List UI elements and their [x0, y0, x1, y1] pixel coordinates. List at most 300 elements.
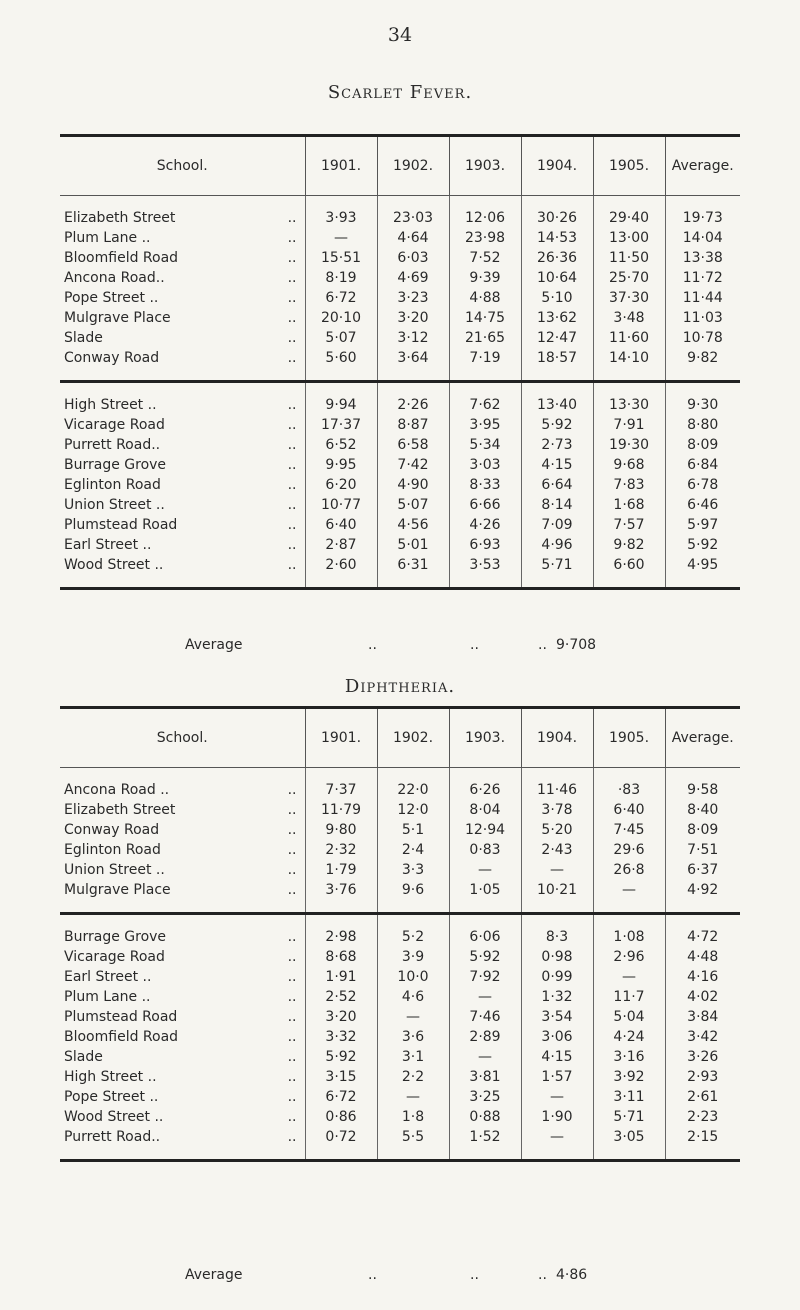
- rate-cell: 8·04: [449, 800, 521, 820]
- rate-cell: 5·01: [377, 535, 449, 555]
- school-name: Purrett Road..: [64, 1129, 161, 1145]
- rate-cell: 4·15: [521, 1047, 593, 1067]
- table-row: [60, 248, 740, 268]
- rate-cell: 13·00: [593, 228, 665, 248]
- school-cell: [60, 535, 305, 555]
- rate-cell: —: [449, 860, 521, 880]
- rate-cell: 14·75: [449, 308, 521, 328]
- table-row: [60, 987, 740, 1007]
- school-cell: [60, 840, 305, 860]
- school-cell: [60, 288, 305, 308]
- rate-cell: 3·20: [305, 1007, 377, 1027]
- rate-cell: 3·93: [305, 208, 377, 228]
- leader-dots: ..: [538, 637, 547, 653]
- school-name: Bloomfield Road: [64, 1029, 179, 1045]
- rate-cell: 9·68: [593, 455, 665, 475]
- rate-cell: 8·14: [521, 495, 593, 515]
- rate-cell: 5·07: [305, 328, 377, 348]
- rate-cell: 11·46: [521, 780, 593, 800]
- rate-cell: 7·42: [377, 455, 449, 475]
- column-header: 1905.: [593, 708, 665, 768]
- rate-cell: 4·64: [377, 228, 449, 248]
- rate-cell: 2·60: [305, 555, 377, 575]
- table-row: [60, 348, 740, 368]
- leader-dots: ..: [287, 782, 297, 798]
- rate-cell: 7·92: [449, 967, 521, 987]
- rate-cell: 9·80: [305, 820, 377, 840]
- school-name: Conway Road: [64, 822, 160, 838]
- leader-dots: ..: [287, 330, 297, 346]
- table-row: [60, 840, 740, 860]
- table-row: [60, 308, 740, 328]
- rate-cell: 4·69: [377, 268, 449, 288]
- table-row: [60, 268, 740, 288]
- rate-cell: 5·92: [305, 1047, 377, 1067]
- table-row: [60, 1087, 740, 1107]
- table-row: [60, 208, 740, 228]
- rate-cell: 11·7: [593, 987, 665, 1007]
- rate-cell: 5·5: [377, 1127, 449, 1147]
- school-name: Slade: [64, 330, 103, 346]
- leader-dots: ..: [287, 822, 297, 838]
- rate-cell: 3·05: [593, 1127, 665, 1147]
- school-cell: [60, 860, 305, 880]
- rate-cell: 14·10: [593, 348, 665, 368]
- school-name: Elizabeth Street: [64, 210, 176, 226]
- average-cell: 11·03: [665, 308, 740, 328]
- school-cell: [60, 435, 305, 455]
- rate-cell: 7·83: [593, 475, 665, 495]
- leader-dots: ..: [287, 1069, 297, 1085]
- rate-cell: 6·31: [377, 555, 449, 575]
- rate-cell: 3·1: [377, 1047, 449, 1067]
- rate-cell: 5·20: [521, 820, 593, 840]
- header-row: [60, 708, 740, 768]
- school-cell: [60, 395, 305, 415]
- average-cell: 2·61: [665, 1087, 740, 1107]
- average-cell: 4·92: [665, 880, 740, 900]
- average-cell: 6·84: [665, 455, 740, 475]
- table-row: [60, 288, 740, 308]
- rate-cell: 5·10: [521, 288, 593, 308]
- rate-cell: 4·26: [449, 515, 521, 535]
- table-row: [60, 555, 740, 575]
- column-header: 1901.: [305, 136, 377, 196]
- table-row: [60, 328, 740, 348]
- rate-cell: 5·71: [521, 555, 593, 575]
- rate-cell: 6·40: [305, 515, 377, 535]
- school-cell: [60, 967, 305, 987]
- column-header: 1904.: [521, 708, 593, 768]
- rate-cell: —: [521, 1087, 593, 1107]
- rate-cell: —: [377, 1087, 449, 1107]
- rate-cell: 3·06: [521, 1027, 593, 1047]
- leader-dots: ..: [368, 1267, 377, 1283]
- page-number: 34: [387, 24, 413, 46]
- school-cell: [60, 820, 305, 840]
- leader-dots: ..: [287, 557, 297, 573]
- spacer-row: [60, 196, 740, 209]
- column-header: 1901.: [305, 708, 377, 768]
- rate-cell: 3·9: [377, 947, 449, 967]
- leader-dots: ..: [287, 842, 297, 858]
- average-cell: 6·46: [665, 495, 740, 515]
- rate-cell: 22·0: [377, 780, 449, 800]
- rate-cell: 7·57: [593, 515, 665, 535]
- rate-cell: 12·47: [521, 328, 593, 348]
- table-row: [60, 1107, 740, 1127]
- rate-cell: 6·20: [305, 475, 377, 495]
- average-cell: 8·09: [665, 820, 740, 840]
- average-cell: 9·30: [665, 395, 740, 415]
- rate-cell: 20·10: [305, 308, 377, 328]
- rate-cell: 6·93: [449, 535, 521, 555]
- rate-cell: 5·60: [305, 348, 377, 368]
- rate-cell: 5·92: [449, 947, 521, 967]
- leader-dots: ..: [287, 802, 297, 818]
- spacer-row: [60, 900, 740, 914]
- rate-cell: —: [449, 987, 521, 1007]
- school-name: Ancona Road..: [64, 270, 165, 286]
- rate-cell: 2·96: [593, 947, 665, 967]
- leader-dots: ..: [287, 989, 297, 1005]
- leader-dots: ..: [538, 1267, 547, 1283]
- rate-cell: 3·12: [377, 328, 449, 348]
- spacer-row: [60, 915, 740, 927]
- rate-cell: —: [593, 880, 665, 900]
- school-name: Vicarage Road: [64, 417, 165, 433]
- leader-dots: ..: [287, 230, 297, 246]
- average-cell: 3·42: [665, 1027, 740, 1047]
- rate-cell: 6·26: [449, 780, 521, 800]
- average-cell: 13·38: [665, 248, 740, 268]
- school-cell: [60, 880, 305, 900]
- school-cell: [60, 308, 305, 328]
- leader-dots: ..: [287, 310, 297, 326]
- rate-cell: 1·91: [305, 967, 377, 987]
- school-cell: [60, 495, 305, 515]
- rate-cell: 13·62: [521, 308, 593, 328]
- rate-cell: 8·3: [521, 927, 593, 947]
- rate-cell: 10·77: [305, 495, 377, 515]
- average-cell: 4·72: [665, 927, 740, 947]
- rate-cell: 0·72: [305, 1127, 377, 1147]
- average-cell: 11·44: [665, 288, 740, 308]
- rate-cell: 6·40: [593, 800, 665, 820]
- leader-dots: ..: [287, 397, 297, 413]
- average-label: Average: [185, 1267, 243, 1283]
- rate-cell: 14·53: [521, 228, 593, 248]
- school-name: Earl Street ..: [64, 537, 152, 553]
- rate-cell: 26·8: [593, 860, 665, 880]
- school-name: Bloomfield Road: [64, 250, 179, 266]
- rate-cell: 6·72: [305, 288, 377, 308]
- rate-cell: 10·0: [377, 967, 449, 987]
- diphtheria-title: Diphtheria.: [344, 676, 456, 697]
- rate-cell: —: [521, 1127, 593, 1147]
- diphtheria-table: [60, 706, 740, 1162]
- rate-cell: 3·95: [449, 415, 521, 435]
- average-cell: 5·97: [665, 515, 740, 535]
- school-name: Pope Street ..: [64, 290, 159, 306]
- rate-cell: 8·87: [377, 415, 449, 435]
- average-cell: 6·37: [665, 860, 740, 880]
- rate-cell: 7·37: [305, 780, 377, 800]
- average-cell: 11·72: [665, 268, 740, 288]
- leader-dots: ..: [368, 637, 377, 653]
- table-row: [60, 1007, 740, 1027]
- column-header-school: School.: [60, 708, 305, 768]
- rate-cell: 29·40: [593, 208, 665, 228]
- average-cell: 2·93: [665, 1067, 740, 1087]
- rate-cell: 1·32: [521, 987, 593, 1007]
- school-name: Earl Street ..: [64, 969, 152, 985]
- rate-cell: —: [449, 1047, 521, 1067]
- table-row: [60, 395, 740, 415]
- school-name: Elizabeth Street: [64, 802, 176, 818]
- rate-cell: 2·87: [305, 535, 377, 555]
- leader-dots: ..: [287, 1009, 297, 1025]
- average-cell: 19·73: [665, 208, 740, 228]
- table-row: [60, 1027, 740, 1047]
- rate-cell: 2·4: [377, 840, 449, 860]
- rate-cell: 3·16: [593, 1047, 665, 1067]
- rate-cell: 6·72: [305, 1087, 377, 1107]
- rate-cell: 17·37: [305, 415, 377, 435]
- rate-cell: 3·23: [377, 288, 449, 308]
- leader-dots: ..: [287, 1129, 297, 1145]
- rate-cell: 9·95: [305, 455, 377, 475]
- table-row: [60, 455, 740, 475]
- rate-cell: —: [593, 967, 665, 987]
- rate-cell: 10·21: [521, 880, 593, 900]
- rate-cell: 7·62: [449, 395, 521, 415]
- leader-dots: ..: [287, 949, 297, 965]
- column-header: 1905.: [593, 136, 665, 196]
- rate-cell: 12·94: [449, 820, 521, 840]
- rate-cell: 13·40: [521, 395, 593, 415]
- rate-cell: 2·73: [521, 435, 593, 455]
- average-cell: 3·26: [665, 1047, 740, 1067]
- rate-cell: 2·43: [521, 840, 593, 860]
- scarlet-fever-title: Scarlet Fever.: [327, 82, 473, 103]
- school-name: Conway Road: [64, 350, 160, 366]
- rate-cell: 3·92: [593, 1067, 665, 1087]
- rate-cell: 2·26: [377, 395, 449, 415]
- leader-dots: ..: [287, 969, 297, 985]
- rate-cell: 5·04: [593, 1007, 665, 1027]
- rate-cell: 37·30: [593, 288, 665, 308]
- rate-cell: 7·45: [593, 820, 665, 840]
- rate-cell: 3·64: [377, 348, 449, 368]
- rate-cell: 18·57: [521, 348, 593, 368]
- school-name: Plumstead Road: [64, 517, 178, 533]
- rate-cell: —: [521, 860, 593, 880]
- rate-cell: 6·64: [521, 475, 593, 495]
- average-cell: 5·92: [665, 535, 740, 555]
- leader-dots: ..: [287, 882, 297, 898]
- school-cell: [60, 927, 305, 947]
- school-cell: [60, 208, 305, 228]
- rate-cell: 2·89: [449, 1027, 521, 1047]
- rate-cell: 12·0: [377, 800, 449, 820]
- school-cell: [60, 455, 305, 475]
- rate-cell: 11·60: [593, 328, 665, 348]
- table-row: [60, 947, 740, 967]
- average-cell: 3·84: [665, 1007, 740, 1027]
- leader-dots: ..: [287, 270, 297, 286]
- column-header: Average.: [665, 708, 740, 768]
- column-header: 1903.: [449, 708, 521, 768]
- rate-cell: 1·79: [305, 860, 377, 880]
- rate-cell: 0·83: [449, 840, 521, 860]
- rate-cell: 19·30: [593, 435, 665, 455]
- rate-cell: 8·68: [305, 947, 377, 967]
- school-cell: [60, 328, 305, 348]
- rate-cell: 29·6: [593, 840, 665, 860]
- school-cell: [60, 800, 305, 820]
- school-name: High Street ..: [64, 1069, 157, 1085]
- leader-dots: ..: [287, 1089, 297, 1105]
- school-cell: [60, 987, 305, 1007]
- spacer-row: [60, 575, 740, 589]
- school-name: Mulgrave Place: [64, 310, 171, 326]
- table-row: [60, 415, 740, 435]
- school-cell: [60, 415, 305, 435]
- rate-cell: 9·94: [305, 395, 377, 415]
- school-cell: [60, 268, 305, 288]
- school-name: Burrage Grove: [64, 929, 167, 945]
- rate-cell: 2·32: [305, 840, 377, 860]
- group-divider: [60, 1161, 740, 1163]
- rate-cell: 21·65: [449, 328, 521, 348]
- rate-cell: —: [377, 1007, 449, 1027]
- school-name: Pope Street ..: [64, 1089, 159, 1105]
- rate-cell: 3·15: [305, 1067, 377, 1087]
- table-row: [60, 880, 740, 900]
- spacer-row: [60, 768, 740, 781]
- school-cell: [60, 1107, 305, 1127]
- school-name: Union Street ..: [64, 862, 165, 878]
- scarlet-fever-table: [60, 134, 740, 590]
- leader-dots: ..: [470, 1267, 479, 1283]
- rate-cell: 4·56: [377, 515, 449, 535]
- rate-cell: 7·09: [521, 515, 593, 535]
- school-cell: [60, 1047, 305, 1067]
- leader-dots: ..: [287, 350, 297, 366]
- leader-dots: ..: [470, 637, 479, 653]
- leader-dots: ..: [287, 1029, 297, 1045]
- rate-cell: 1·52: [449, 1127, 521, 1147]
- school-name: Burrage Grove: [64, 457, 167, 473]
- average-label: Average: [185, 637, 243, 653]
- leader-dots: ..: [287, 517, 297, 533]
- rate-cell: 3·03: [449, 455, 521, 475]
- rate-cell: 7·46: [449, 1007, 521, 1027]
- average-cell: 2·15: [665, 1127, 740, 1147]
- leader-dots: ..: [287, 537, 297, 553]
- table-row: [60, 475, 740, 495]
- rate-cell: 2·52: [305, 987, 377, 1007]
- rate-cell: 30·26: [521, 208, 593, 228]
- average-cell: 2·23: [665, 1107, 740, 1127]
- leader-dots: ..: [287, 210, 297, 226]
- average-cell: 8·80: [665, 415, 740, 435]
- school-cell: [60, 348, 305, 368]
- rate-cell: 7·91: [593, 415, 665, 435]
- rate-cell: 12·06: [449, 208, 521, 228]
- rate-cell: 1·8: [377, 1107, 449, 1127]
- rate-cell: 3·48: [593, 308, 665, 328]
- average-value: 9·708: [556, 637, 597, 653]
- leader-dots: ..: [287, 1049, 297, 1065]
- rate-cell: 7·19: [449, 348, 521, 368]
- rate-cell: 8·33: [449, 475, 521, 495]
- rate-cell: 0·88: [449, 1107, 521, 1127]
- rate-cell: 0·86: [305, 1107, 377, 1127]
- leader-dots: ..: [287, 250, 297, 266]
- school-name: Ancona Road ..: [64, 782, 170, 798]
- school-name: Union Street ..: [64, 497, 165, 513]
- rate-cell: 4·15: [521, 455, 593, 475]
- spacer-row: [60, 368, 740, 382]
- leader-dots: ..: [287, 290, 297, 306]
- rate-cell: 3·3: [377, 860, 449, 880]
- rate-cell: 4·24: [593, 1027, 665, 1047]
- school-name: Vicarage Road: [64, 949, 165, 965]
- average-cell: 4·02: [665, 987, 740, 1007]
- rate-cell: 3·6: [377, 1027, 449, 1047]
- spacer-row: [60, 1147, 740, 1161]
- school-cell: [60, 555, 305, 575]
- average-cell: 9·82: [665, 348, 740, 368]
- table-row: [60, 780, 740, 800]
- header-row: [60, 136, 740, 196]
- leader-dots: ..: [287, 417, 297, 433]
- table-row: [60, 860, 740, 880]
- average-cell: 4·48: [665, 947, 740, 967]
- table-row: [60, 535, 740, 555]
- rate-cell: 5·2: [377, 927, 449, 947]
- rate-cell: 6·60: [593, 555, 665, 575]
- leader-dots: ..: [287, 862, 297, 878]
- column-header: Average.: [665, 136, 740, 196]
- rate-cell: 3·25: [449, 1087, 521, 1107]
- average-cell: 14·04: [665, 228, 740, 248]
- rate-cell: ·83: [593, 780, 665, 800]
- table-row: [60, 228, 740, 248]
- rate-cell: 5·34: [449, 435, 521, 455]
- rate-cell: 3·78: [521, 800, 593, 820]
- school-cell: [60, 780, 305, 800]
- rate-cell: 9·6: [377, 880, 449, 900]
- rate-cell: 3·20: [377, 308, 449, 328]
- rate-cell: 0·99: [521, 967, 593, 987]
- rate-cell: 7·52: [449, 248, 521, 268]
- column-header: 1902.: [377, 136, 449, 196]
- rate-cell: 6·52: [305, 435, 377, 455]
- average-cell: 7·51: [665, 840, 740, 860]
- school-name: Eglinton Road: [64, 477, 161, 493]
- school-name: Plum Lane ..: [64, 230, 151, 246]
- table-row: [60, 800, 740, 820]
- school-name: Mulgrave Place: [64, 882, 171, 898]
- school-cell: [60, 228, 305, 248]
- school-cell: [60, 1087, 305, 1107]
- rate-cell: 9·82: [593, 535, 665, 555]
- average-cell: 4·95: [665, 555, 740, 575]
- school-cell: [60, 475, 305, 495]
